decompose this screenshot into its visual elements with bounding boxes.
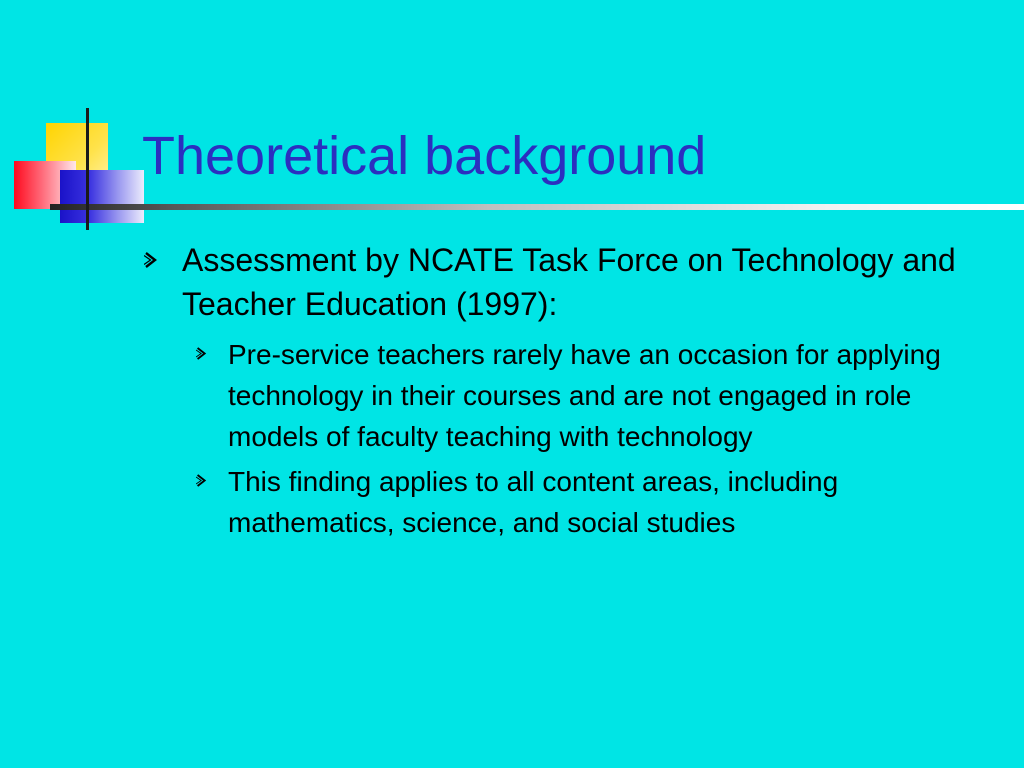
slide-title: Theoretical background [142,126,707,186]
blue-square-decoration [60,170,144,223]
bullet-item [140,238,1000,543]
chevron-arrow-icon [196,474,207,487]
chevron-arrow-icon [196,347,207,360]
title-underline [50,204,1024,210]
vertical-line-decoration [86,108,89,230]
sub-bullet-list [182,334,1000,543]
bullet-text: Assessment by NCATE Task Force on Technology and Teacher Education (1997): [182,242,956,322]
chevron-arrow-icon [144,252,158,268]
bullet-list [140,238,1000,547]
sub-bullet-text: Pre-service teachers rarely have an occasion for applying technology in their courses and are not engaged in role models of faculty teaching with technology [228,339,941,452]
sub-bullet-item [182,334,1000,457]
sub-bullet-item [182,461,1000,543]
sub-bullet-text: This finding applies to all content areas, including mathematics, science, and social studies [228,466,839,538]
